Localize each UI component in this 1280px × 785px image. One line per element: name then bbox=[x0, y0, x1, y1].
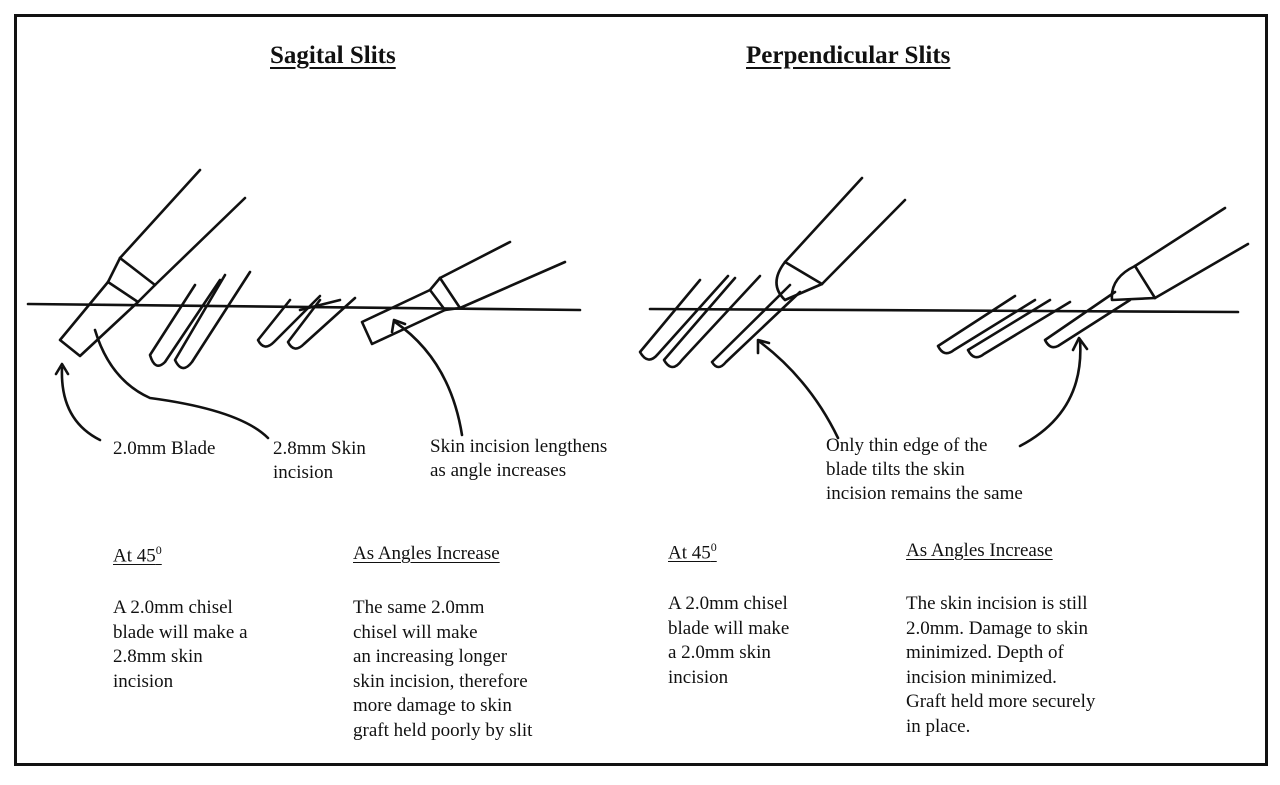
slit-marks-right bbox=[640, 276, 760, 367]
arrow-blade-pointer bbox=[62, 368, 100, 440]
arrow-blade bbox=[95, 330, 268, 438]
note-1-body: A 2.0mm chisel blade will make a 2.8mm skin incision bbox=[113, 597, 248, 692]
slit-marks-right-2 bbox=[938, 296, 1070, 357]
arrow-lengthens bbox=[395, 322, 462, 435]
note-2-body: The same 2.0mm chisel will make an increasing longer skin incision, therefore more damage to skin graft held poorly by slit bbox=[353, 597, 533, 741]
chisel-45-left bbox=[60, 170, 245, 356]
slit-marks-left bbox=[150, 272, 355, 368]
heading-sagital-slits: Sagital Slits bbox=[270, 42, 396, 69]
label-thin-edge-line: incision remains the same bbox=[826, 483, 1023, 504]
label-blade-line: 2.0mm Blade bbox=[113, 438, 216, 459]
note-4-heading: As Angles Increase bbox=[906, 540, 1053, 561]
chisel-perpendicular-2 bbox=[1045, 208, 1248, 347]
note-4-body: The skin incision is still 2.0mm. Damage to skin minimized. Depth of incision minimized. Graft held more securely in place. bbox=[906, 593, 1096, 737]
label-lengthens bbox=[430, 435, 607, 483]
label-lengthens-line: as angle increases bbox=[430, 460, 567, 481]
chisel-perpendicular-1 bbox=[712, 178, 905, 367]
arrow-thin-edge bbox=[760, 342, 838, 438]
label-skin-incision-line: incision bbox=[273, 462, 334, 483]
label-thin-edge-line: blade tilts the skin bbox=[826, 459, 965, 480]
arrow-thin-edge-2 bbox=[1020, 340, 1080, 446]
heading-perpendicular-slits: Perpendicular Slits bbox=[746, 42, 951, 69]
skin-surface-line-right bbox=[650, 309, 1238, 312]
label-thin-edge-line: Only thin edge of the bbox=[826, 435, 988, 456]
note-3-body: A 2.0mm chisel blade will make a 2.0mm skin incision bbox=[668, 593, 790, 688]
label-skin-incision bbox=[273, 437, 366, 485]
note-3-heading: At $45^0$ bbox=[668, 540, 717, 564]
label-blade bbox=[113, 437, 215, 461]
note-2-heading: As Angles Increase bbox=[353, 543, 500, 564]
label-skin-incision-line: 2.8mm Skin bbox=[273, 438, 366, 459]
label-thin-edge bbox=[826, 434, 1023, 506]
note-1-heading: At $45^0$ bbox=[113, 543, 162, 567]
label-lengthens-line: Skin incision lengthens bbox=[430, 436, 608, 457]
